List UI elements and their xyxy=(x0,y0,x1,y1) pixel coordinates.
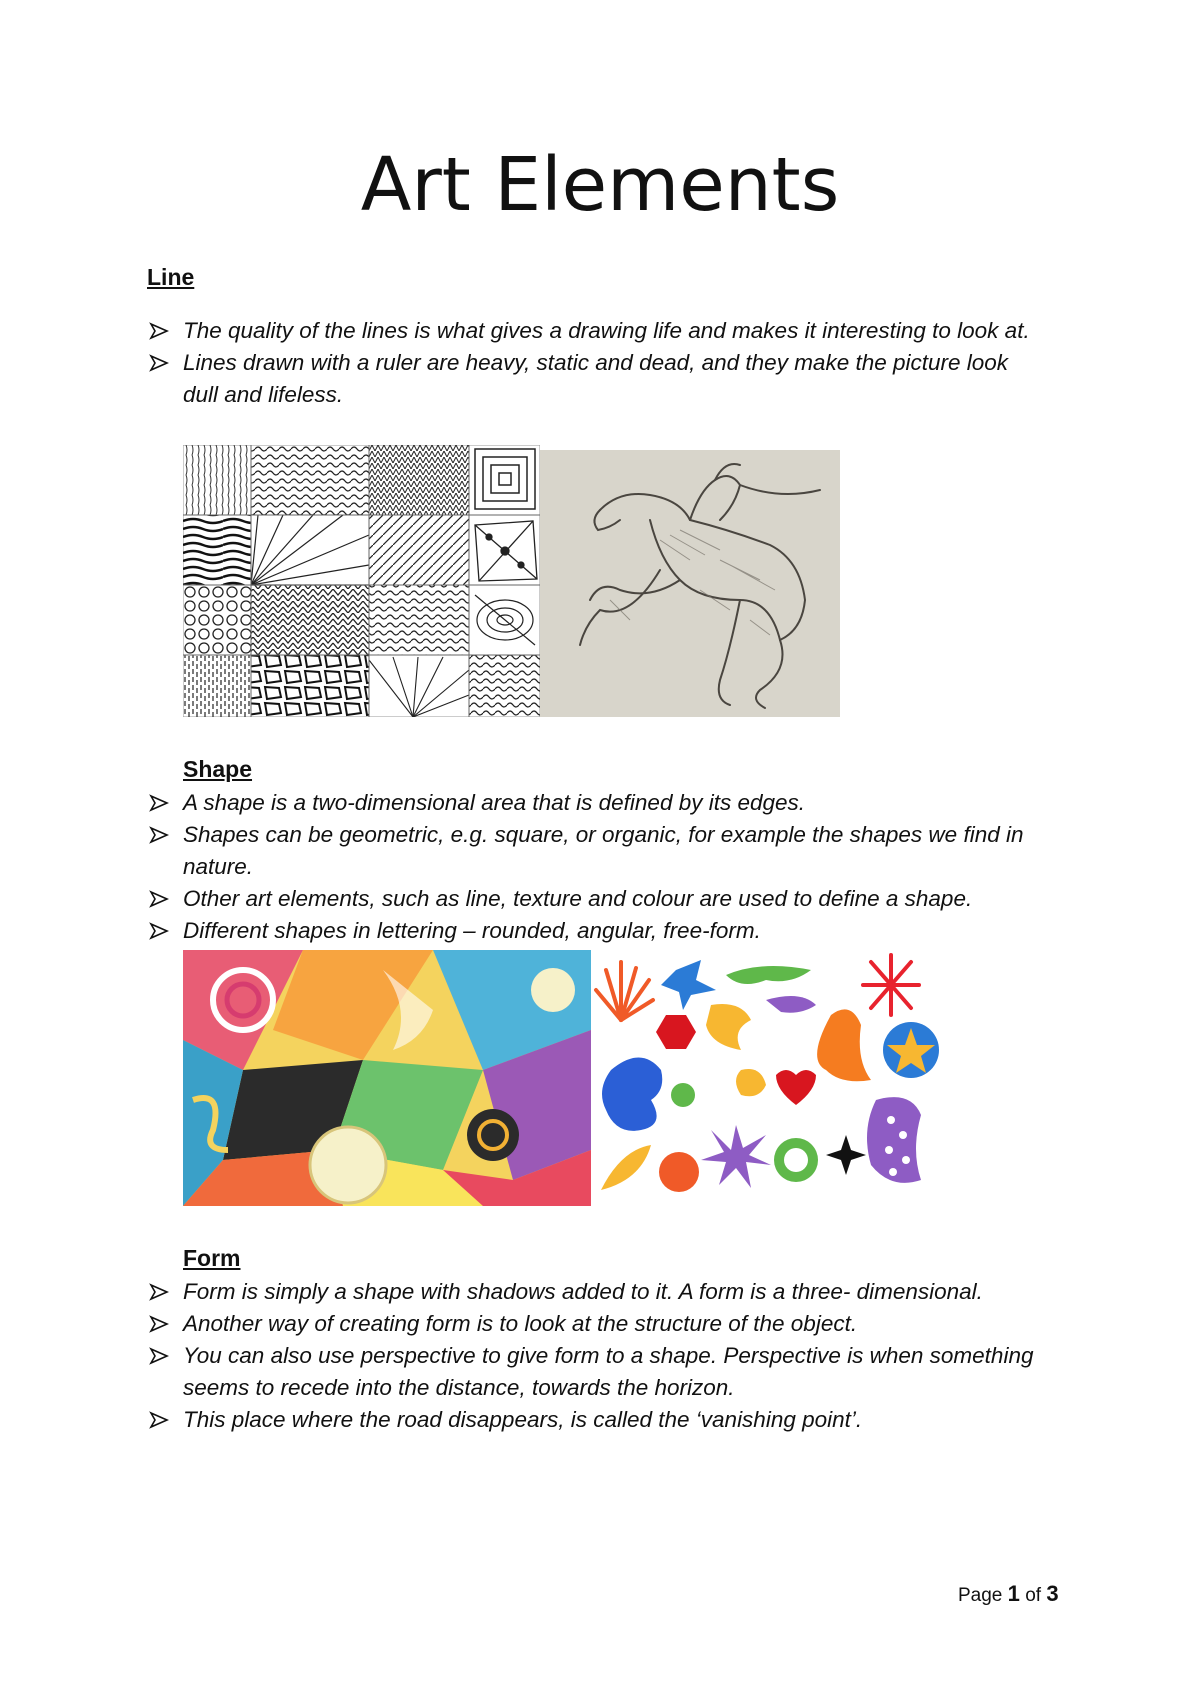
cut-out-shapes-image xyxy=(591,950,946,1206)
current-page-number: 1 xyxy=(1007,1581,1020,1606)
shape-bullet-list xyxy=(148,787,1048,947)
arrow-bullet-icon xyxy=(148,1404,172,1436)
arrow-bullet-icon xyxy=(148,883,172,915)
page-word: Page xyxy=(958,1585,1003,1606)
bullet-text: You can also use perspective to give form to a shape. Perspective is when something seems to recede into the distance, towards the horizon. xyxy=(183,1343,1034,1400)
list-item xyxy=(148,819,1048,883)
arrow-bullet-icon xyxy=(148,315,172,347)
list-item xyxy=(148,915,1048,947)
total-pages-number: 3 xyxy=(1046,1581,1059,1606)
page-number-footer xyxy=(958,1581,1059,1607)
form-bullet-list xyxy=(148,1276,1048,1436)
bullet-text: Different shapes in lettering – rounded, angular, free-form. xyxy=(183,918,761,943)
arrow-bullet-icon xyxy=(148,819,172,851)
horse-sketch-image xyxy=(540,450,840,717)
arrow-bullet-icon xyxy=(148,1340,172,1372)
list-item xyxy=(148,883,1048,915)
line-bullet-list xyxy=(148,315,1048,411)
arrow-bullet-icon xyxy=(148,915,172,947)
list-item xyxy=(148,315,1048,347)
arrow-bullet-icon xyxy=(148,347,172,379)
arrow-bullet-icon xyxy=(148,1308,172,1340)
arrow-bullet-icon xyxy=(148,787,172,819)
of-word: of xyxy=(1025,1585,1042,1606)
section-heading-line: Line xyxy=(147,264,195,290)
bullet-text: Form is simply a shape with shadows added to it. A form is a three- dimensional. xyxy=(183,1279,983,1304)
list-item xyxy=(148,347,1048,411)
bullet-text: Lines drawn with a ruler are heavy, static and dead, and they make the picture look dull and lifeless. xyxy=(183,350,1009,407)
bullet-text: A shape is a two-dimensional area that is defined by its edges. xyxy=(183,790,806,815)
section-heading-shape: Shape xyxy=(183,756,253,782)
bullet-text: The quality of the lines is what gives a drawing life and makes it interesting to look at. xyxy=(183,318,1030,343)
page-title: Art Elements xyxy=(360,142,840,228)
bullet-text: Other art elements, such as line, texture and colour are used to define a shape. xyxy=(183,886,973,911)
bullet-text: Another way of creating form is to look at the structure of the object. xyxy=(183,1311,858,1336)
bullet-text: This place where the road disappears, is called the ‘vanishing point’. xyxy=(183,1407,863,1432)
list-item xyxy=(148,787,1048,819)
list-item xyxy=(148,1340,1048,1404)
list-item xyxy=(148,1308,1048,1340)
list-item xyxy=(148,1276,1048,1308)
line-patterns-image xyxy=(183,445,540,717)
abstract-painting-image xyxy=(183,950,591,1206)
bullet-text: Shapes can be geometric, e.g. square, or organic, for example the shapes we find in nature. xyxy=(183,822,1024,879)
section-heading-form: Form xyxy=(183,1245,241,1271)
arrow-bullet-icon xyxy=(148,1276,172,1308)
list-item xyxy=(148,1404,1048,1436)
